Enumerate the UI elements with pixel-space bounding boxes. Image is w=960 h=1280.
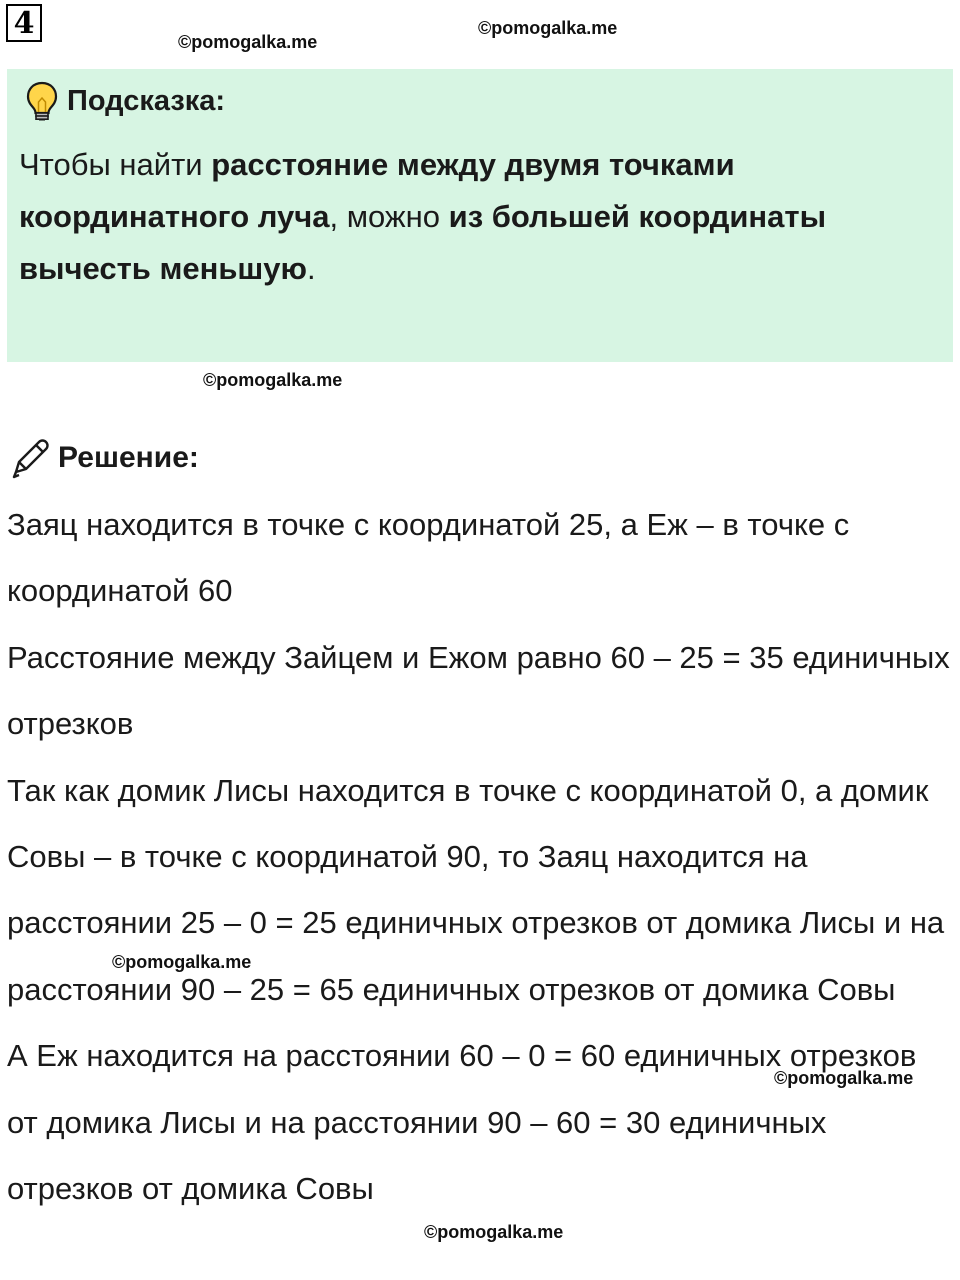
solution-paragraph: Так как домик Лисы находится в точке с координатой 0, а домик Совы – в точке с координатой 90, то Заяц находится на расстоянии 25 – 0 = 25 единичных отрезков от домика Лисы и на расстоянии 90 – 25 = 65 единичных отрезков от домика Совы [7,772,945,1007]
watermark: ©pomogalka.me [774,1068,914,1088]
solution-paragraph: Заяц находится в точке с координатой 25, а Еж – в точке с координатой 60 [7,507,850,609]
solution-paragraph: Расстояние между Зайцем и Ежом равно 60 – 25 = 35 единичных отрезков [7,639,950,742]
solution-paragraph: А Еж находится на расстоянии 60 – 0 = 60 единичных отрезков от домика Лисы и на расстоянии 90 – 60 = 30 единичных отрезков от домика Совы [7,1038,917,1207]
hint-text-part-bold: расстояние между двумя точками координатного луча [19,147,735,234]
watermark: ©pomogalka.me [178,32,318,52]
task-number: 4 [6,4,42,42]
lightbulb-icon [25,81,59,121]
hint-text [19,139,939,295]
watermark: ©pomogalka.me [424,1222,564,1242]
hint-text-part: , можно [329,199,449,234]
hint-text-part: . [306,251,316,286]
hint-text-part-bold: из большей координаты вычесть меньшую [19,199,827,286]
hint-text-part: Чтобы найти [19,147,212,182]
solution-title: Решение: [58,441,199,474]
hint-box [7,69,953,362]
watermark: ©pomogalka.me [112,952,252,972]
hint-title: Подсказка: [67,84,226,117]
watermark: ©pomogalka.me [203,370,343,390]
watermark: ©pomogalka.me [478,18,618,38]
pencil-icon [8,436,52,480]
solution-text [7,492,952,1222]
solution-header [8,435,199,481]
hint-header [25,81,225,121]
